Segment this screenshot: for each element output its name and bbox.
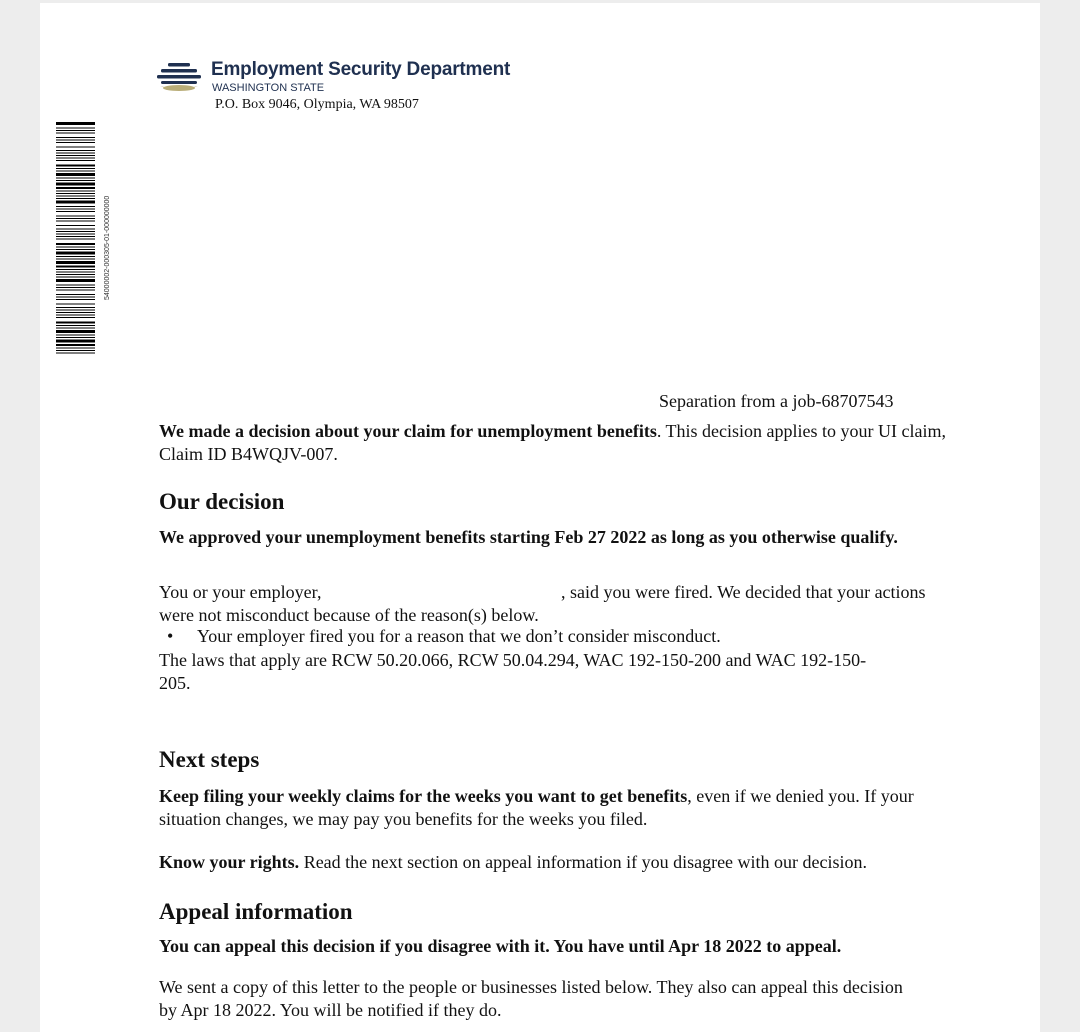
barcode-bar bbox=[56, 287, 95, 288]
barcode-bar bbox=[56, 209, 95, 210]
barcode-bar bbox=[56, 180, 95, 181]
barcode-bar bbox=[56, 236, 95, 237]
barcode-bar bbox=[56, 249, 95, 250]
org-name: Employment Security Department bbox=[211, 59, 511, 80]
barcode-bar bbox=[56, 247, 95, 248]
barcode-bar bbox=[56, 183, 95, 186]
barcode-bar bbox=[56, 269, 95, 270]
intro-paragraph bbox=[159, 420, 959, 465]
appeal-deadline bbox=[159, 935, 959, 958]
copy-notice: We sent a copy of this letter to the people or businesses listed below. They also can appeal this decision by Apr 18 2022. You will be notified if they do. bbox=[159, 977, 903, 1020]
barcode-bar bbox=[56, 193, 95, 194]
barcode-bar bbox=[56, 353, 95, 354]
barcode-bar bbox=[56, 201, 95, 204]
barcode-bar bbox=[56, 150, 95, 151]
barcode-bar bbox=[56, 137, 95, 138]
barcode-bar bbox=[56, 178, 95, 179]
barcode-bar bbox=[56, 168, 95, 169]
barcode-bar bbox=[56, 299, 95, 300]
barcode-bar bbox=[56, 221, 95, 222]
barcode-bar bbox=[56, 310, 95, 311]
barcode-bar bbox=[56, 122, 95, 125]
barcode-bar bbox=[56, 140, 95, 141]
esd-logo-icon bbox=[156, 61, 202, 93]
barcode-bar bbox=[56, 317, 95, 318]
barcode-bar bbox=[56, 133, 95, 134]
barcode-bar bbox=[56, 128, 95, 129]
bullet-mark: • bbox=[167, 626, 174, 646]
barcode-bar bbox=[56, 348, 95, 349]
barcode-bar bbox=[56, 165, 95, 167]
barcode-bar bbox=[56, 279, 95, 282]
barcode-bar bbox=[56, 130, 95, 131]
letter-page bbox=[40, 3, 1040, 1032]
barcode-bar bbox=[56, 243, 95, 245]
next-steps-heading: Next steps bbox=[159, 747, 260, 772]
intro-bold: We made a decision about your claim for unemployment benefits bbox=[159, 421, 657, 441]
laws-paragraph: The laws that apply are RCW 50.20.066, RCW 50.04.294, WAC 192-150-200 and WAC 192-150-205. bbox=[159, 650, 867, 693]
barcode-bar bbox=[56, 340, 95, 343]
barcode-bar bbox=[56, 158, 95, 159]
decision-explanation bbox=[159, 581, 959, 626]
barcode-bar bbox=[56, 272, 95, 273]
barcode bbox=[56, 122, 95, 354]
barcode-bar bbox=[56, 325, 95, 326]
barcode-bar bbox=[56, 322, 95, 324]
barcode-bar bbox=[56, 335, 95, 336]
explanation-start: You or your employer, bbox=[159, 582, 326, 602]
barcode-bar bbox=[56, 285, 95, 286]
barcode-bar bbox=[56, 234, 95, 235]
barcode-bar bbox=[56, 198, 95, 199]
barcode-bar bbox=[56, 225, 95, 226]
barcode-bar bbox=[56, 312, 95, 313]
barcode-bar bbox=[56, 256, 95, 257]
barcode-bar bbox=[56, 328, 95, 329]
barcode-bar bbox=[56, 304, 95, 305]
barcode-bar bbox=[56, 173, 95, 176]
rights-paragraph bbox=[159, 851, 959, 874]
barcode-bar bbox=[56, 277, 95, 278]
explanation-end: , said you were fired. We decided that your actions were not misconduct because of the reason(s) below. bbox=[159, 582, 926, 625]
return-address: P.O. Box 9046, Olympia, WA 98507 bbox=[215, 97, 419, 112]
barcode-bar bbox=[56, 307, 95, 308]
barcode-bar bbox=[56, 206, 95, 207]
filing-rest: , even if we denied you. If your situation changes, we may pay you benefits for the weeks you filed. bbox=[159, 786, 914, 829]
barcode-bar bbox=[56, 274, 95, 275]
barcode-bar bbox=[56, 218, 95, 219]
barcode-bar bbox=[56, 155, 95, 156]
barcode-bar bbox=[56, 297, 95, 298]
barcode-bar bbox=[56, 261, 95, 264]
barcode-bar bbox=[56, 211, 95, 212]
barcode-bar bbox=[56, 171, 95, 172]
barcode-bar bbox=[56, 196, 95, 197]
reason-text: Your employer fired you for a reason that we don’t consider misconduct. bbox=[197, 626, 721, 646]
decision-heading: Our decision bbox=[159, 489, 285, 514]
barcode-bar bbox=[56, 142, 95, 143]
letter-subject: Separation from a job-68707543 bbox=[659, 391, 894, 411]
rights-rest: Read the next section on appeal information if you disagree with our decision. bbox=[299, 852, 868, 872]
barcode-bar bbox=[56, 252, 95, 255]
barcode-bar bbox=[56, 259, 95, 260]
barcode-bar bbox=[56, 294, 95, 295]
filing-paragraph bbox=[159, 785, 959, 830]
appeal-deadline-text: You can appeal this decision if you disagree with it. You have until Apr 18 2022 to appeal. bbox=[159, 936, 842, 956]
approval-text: We approved your unemployment benefits starting Feb 27 2022 as long as you otherwise qualify. bbox=[159, 527, 898, 547]
appeal-heading: Appeal information bbox=[159, 899, 353, 924]
barcode-bar bbox=[56, 231, 95, 232]
decision-reason bbox=[159, 626, 721, 647]
barcode-bar bbox=[56, 187, 95, 189]
org-state: WASHINGTON STATE bbox=[212, 82, 325, 94]
barcode-bar bbox=[56, 153, 95, 154]
intro-rest: . This decision applies to your UI claim, Claim ID B4WQJV-007. bbox=[159, 421, 946, 464]
filing-bold: Keep filing your weekly claims for the weeks you want to get benefits bbox=[159, 786, 688, 806]
barcode-bar bbox=[56, 344, 95, 346]
barcode-bar bbox=[56, 266, 95, 268]
rights-bold: Know your rights. bbox=[159, 852, 300, 872]
barcode-number: 54000002-000305-01-000000000 bbox=[104, 195, 111, 300]
barcode-bar bbox=[56, 147, 95, 148]
barcode-bar bbox=[56, 191, 95, 192]
barcode-bar bbox=[56, 337, 95, 338]
barcode-bar bbox=[56, 216, 95, 217]
barcode-bar bbox=[56, 239, 95, 240]
barcode-bar bbox=[56, 315, 95, 316]
decision-approval bbox=[159, 526, 959, 549]
barcode-bar bbox=[56, 290, 95, 291]
barcode-bar bbox=[56, 350, 95, 351]
barcode-bar bbox=[56, 160, 95, 161]
barcode-bar bbox=[56, 229, 95, 230]
barcode-bar bbox=[56, 330, 95, 333]
